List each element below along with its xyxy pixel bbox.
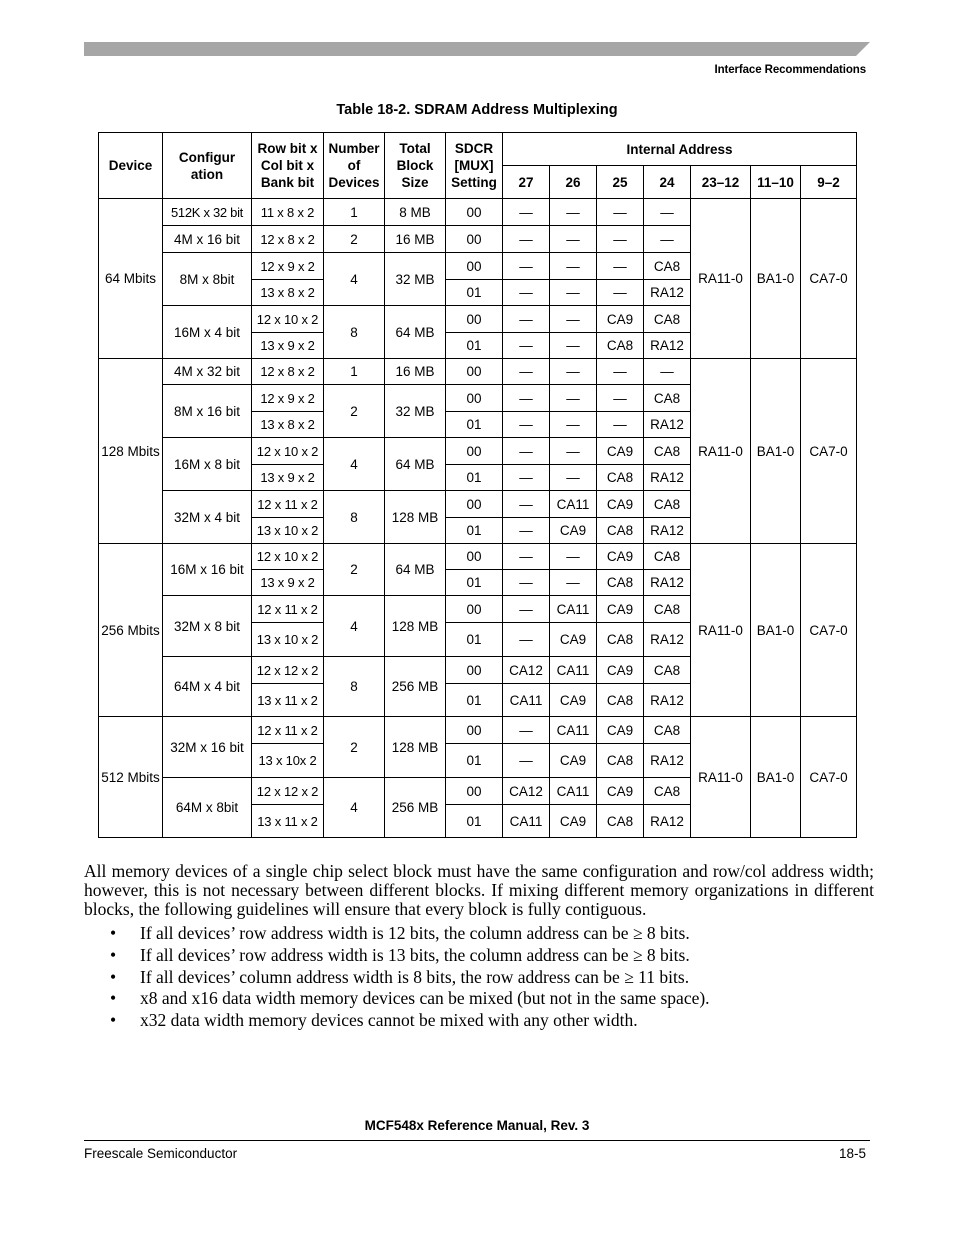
address-bit-cell: RA12 <box>644 333 691 359</box>
address-bit-cell: — <box>550 253 597 280</box>
bullet-marker: • <box>110 1010 117 1031</box>
guideline-text: x32 data width memory devices cannot be mixed with any other width. <box>140 1010 638 1031</box>
row-col-bank-cell: 13 x 9 x 2 <box>252 333 324 359</box>
guideline-text: If all devices’ column address width is 8 bits, the row address can be ≥ 11 bits. <box>140 966 690 987</box>
address-bit-cell: CA9 <box>550 518 597 544</box>
address-bit-cell: RA12 <box>644 465 691 491</box>
address-bit-cell: CA9 <box>597 596 644 623</box>
address-bit-cell: CA9 <box>597 717 644 744</box>
address-bit-cell: — <box>503 596 550 623</box>
address-bit-cell: RA12 <box>644 518 691 544</box>
address-bit-cell: — <box>550 359 597 385</box>
row-col-bank-cell: 13 x 11 x 2 <box>252 805 324 838</box>
guideline-item <box>110 1010 870 1032</box>
address-bit-cell: RA12 <box>644 570 691 596</box>
table-body <box>99 199 857 838</box>
row-col-bank-cell: 13 x 11 x 2 <box>252 684 324 717</box>
address-bit-cell: — <box>503 333 550 359</box>
address-bit-cell: — <box>550 280 597 306</box>
number-of-devices-cell: 4 <box>324 438 385 491</box>
configuration-cell: 4M x 16 bit <box>163 226 252 253</box>
mux-setting-cell: 01 <box>446 623 503 657</box>
row-col-bank-cell: 12 x 9 x 2 <box>252 253 324 280</box>
device-cell: 64 Mbits <box>99 199 163 359</box>
column-address-cell: CA7-0 <box>801 544 857 717</box>
configuration-cell: 64M x 8bit <box>163 778 252 838</box>
mux-setting-cell: 00 <box>446 306 503 333</box>
block-size-cell: 256 MB <box>385 657 446 717</box>
address-bit-cell: CA11 <box>503 684 550 717</box>
address-bit-cell: — <box>503 744 550 778</box>
address-bit-cell: CA9 <box>550 744 597 778</box>
page-number: 18-5 <box>838 1146 866 1161</box>
address-bit-cell: CA11 <box>503 805 550 838</box>
address-bit-cell: — <box>503 465 550 491</box>
header-addr-11-10: 11–10 <box>751 166 801 199</box>
row-col-bank-cell: 12 x 10 x 2 <box>252 544 324 570</box>
header-addr-27: 27 <box>503 166 550 199</box>
row-col-bank-cell: 12 x 12 x 2 <box>252 778 324 805</box>
address-bit-cell: RA12 <box>644 280 691 306</box>
address-bit-cell: CA11 <box>550 596 597 623</box>
configuration-cell: 16M x 16 bit <box>163 544 252 596</box>
bank-address-cell: BA1-0 <box>751 359 801 544</box>
mux-setting-cell: 01 <box>446 465 503 491</box>
mux-setting-cell: 01 <box>446 280 503 306</box>
number-of-devices-cell: 8 <box>324 306 385 359</box>
address-bit-cell: CA8 <box>644 657 691 684</box>
table-row <box>99 359 857 385</box>
column-address-cell: CA7-0 <box>801 199 857 359</box>
header-configuration: Configur ation <box>163 133 252 199</box>
address-bit-cell: — <box>550 570 597 596</box>
guideline-item <box>110 923 870 945</box>
mux-setting-cell: 00 <box>446 717 503 744</box>
configuration-cell: 16M x 4 bit <box>163 306 252 359</box>
row-col-bank-cell: 13 x 10x 2 <box>252 744 324 778</box>
header-number-of-devices: Number of Devices <box>324 133 385 199</box>
address-bit-cell: — <box>550 385 597 412</box>
address-bit-cell: — <box>503 280 550 306</box>
mux-setting-cell: 00 <box>446 226 503 253</box>
configuration-cell: 8M x 16 bit <box>163 385 252 438</box>
guideline-item <box>110 988 870 1010</box>
bullet-marker: • <box>110 966 117 987</box>
configuration-cell: 64M x 4 bit <box>163 657 252 717</box>
mux-setting-cell: 00 <box>446 544 503 570</box>
address-bit-cell: CA8 <box>644 717 691 744</box>
row-col-bank-cell: 13 x 9 x 2 <box>252 465 324 491</box>
header-device: Device <box>99 133 163 199</box>
address-bit-cell: — <box>597 253 644 280</box>
address-bit-cell: — <box>503 412 550 438</box>
address-bit-cell: CA8 <box>644 438 691 465</box>
row-address-cell: RA11-0 <box>691 359 751 544</box>
address-bit-cell: RA12 <box>644 623 691 657</box>
configuration-cell: 8M x 8bit <box>163 253 252 306</box>
address-bit-cell: CA8 <box>644 306 691 333</box>
mux-setting-cell: 01 <box>446 744 503 778</box>
block-size-cell: 32 MB <box>385 385 446 438</box>
block-size-cell: 64 MB <box>385 306 446 359</box>
company-name: Freescale Semiconductor <box>84 1146 238 1161</box>
address-bit-cell: — <box>550 465 597 491</box>
manual-title: MCF548x Reference Manual, Rev. 3 <box>364 1118 590 1133</box>
row-col-bank-cell: 12 x 11 x 2 <box>252 491 324 518</box>
address-bit-cell: CA9 <box>597 778 644 805</box>
block-size-cell: 256 MB <box>385 778 446 838</box>
address-bit-cell: CA9 <box>550 805 597 838</box>
address-bit-cell: — <box>550 544 597 570</box>
address-bit-cell: — <box>644 199 691 226</box>
address-bit-cell: — <box>550 438 597 465</box>
guideline-text: If all devices’ row address width is 13 bits, the column address can be ≥ 8 bits. <box>140 944 690 965</box>
table-row <box>99 717 857 744</box>
row-col-bank-cell: 12 x 9 x 2 <box>252 385 324 412</box>
header-decorative-bar <box>84 42 870 56</box>
configuration-cell: 32M x 16 bit <box>163 717 252 778</box>
sdram-address-table <box>98 132 857 838</box>
number-of-devices-cell: 2 <box>324 385 385 438</box>
address-bit-cell: RA12 <box>644 684 691 717</box>
block-size-cell: 16 MB <box>385 226 446 253</box>
row-col-bank-cell: 13 x 10 x 2 <box>252 518 324 544</box>
address-bit-cell: CA9 <box>550 684 597 717</box>
row-col-bank-cell: 12 x 12 x 2 <box>252 657 324 684</box>
number-of-devices-cell: 2 <box>324 544 385 596</box>
number-of-devices-cell: 1 <box>324 359 385 385</box>
address-bit-cell: CA11 <box>550 657 597 684</box>
row-address-cell: RA11-0 <box>691 544 751 717</box>
bank-address-cell: BA1-0 <box>751 717 801 838</box>
mux-setting-cell: 01 <box>446 518 503 544</box>
address-bit-cell: CA9 <box>597 491 644 518</box>
address-bit-cell: — <box>503 570 550 596</box>
address-bit-cell: CA8 <box>597 744 644 778</box>
bullet-marker: • <box>110 988 117 1009</box>
bullet-marker: • <box>110 944 117 965</box>
mux-setting-cell: 00 <box>446 438 503 465</box>
address-bit-cell: CA8 <box>597 465 644 491</box>
number-of-devices-cell: 8 <box>324 657 385 717</box>
number-of-devices-cell: 2 <box>324 226 385 253</box>
address-bit-cell: CA8 <box>644 491 691 518</box>
mux-setting-cell: 01 <box>446 570 503 596</box>
number-of-devices-cell: 2 <box>324 717 385 778</box>
address-bit-cell: — <box>550 226 597 253</box>
configuration-cell: 32M x 8 bit <box>163 596 252 657</box>
address-bit-cell: — <box>597 359 644 385</box>
address-bit-cell: CA9 <box>597 438 644 465</box>
row-address-cell: RA11-0 <box>691 199 751 359</box>
mux-setting-cell: 00 <box>446 199 503 226</box>
address-bit-cell: — <box>550 333 597 359</box>
mux-setting-cell: 01 <box>446 684 503 717</box>
address-bit-cell: CA11 <box>550 717 597 744</box>
address-bit-cell: CA8 <box>644 385 691 412</box>
address-bit-cell: — <box>503 491 550 518</box>
header-addr-24: 24 <box>644 166 691 199</box>
row-address-cell: RA11-0 <box>691 717 751 838</box>
device-cell: 256 Mbits <box>99 544 163 717</box>
address-bit-cell: CA8 <box>644 544 691 570</box>
column-address-cell: CA7-0 <box>801 717 857 838</box>
block-size-cell: 16 MB <box>385 359 446 385</box>
mux-setting-cell: 00 <box>446 385 503 412</box>
header-row-col-bank: Row bit x Col bit x Bank bit <box>252 133 324 199</box>
body-paragraph: All memory devices of a single chip select block must have the same configuration and row/col address width; however, this is not necessary between different blocks. If mixing different memory organizations in different blocks, the following guidelines will ensure that every block is fully contiguous. <box>84 861 874 919</box>
address-bit-cell: — <box>503 306 550 333</box>
row-col-bank-cell: 12 x 10 x 2 <box>252 306 324 333</box>
number-of-devices-cell: 1 <box>324 199 385 226</box>
guideline-list <box>110 923 870 1032</box>
address-bit-cell: CA8 <box>644 778 691 805</box>
address-bit-cell: CA12 <box>503 778 550 805</box>
address-bit-cell: — <box>503 623 550 657</box>
row-col-bank-cell: 13 x 9 x 2 <box>252 570 324 596</box>
address-bit-cell: CA8 <box>597 684 644 717</box>
address-bit-cell: CA8 <box>597 518 644 544</box>
address-bit-cell: RA12 <box>644 744 691 778</box>
number-of-devices-cell: 4 <box>324 253 385 306</box>
mux-setting-cell: 00 <box>446 657 503 684</box>
row-col-bank-cell: 12 x 11 x 2 <box>252 596 324 623</box>
address-bit-cell: — <box>644 359 691 385</box>
guideline-text: If all devices’ row address width is 12 bits, the column address can be ≥ 8 bits. <box>140 923 690 943</box>
block-size-cell: 8 MB <box>385 199 446 226</box>
mux-setting-cell: 00 <box>446 491 503 518</box>
address-bit-cell: CA9 <box>597 306 644 333</box>
address-bit-cell: CA8 <box>644 596 691 623</box>
device-cell: 512 Mbits <box>99 717 163 838</box>
column-address-cell: CA7-0 <box>801 359 857 544</box>
table-header <box>99 133 857 199</box>
header-addr-23-12: 23–12 <box>691 166 751 199</box>
row-col-bank-cell: 12 x 11 x 2 <box>252 717 324 744</box>
header-sdcr-mux: SDCR [MUX] Setting <box>446 133 503 199</box>
address-bit-cell: — <box>644 226 691 253</box>
device-cell: 128 Mbits <box>99 359 163 544</box>
address-bit-cell: — <box>503 226 550 253</box>
row-col-bank-cell: 13 x 8 x 2 <box>252 412 324 438</box>
row-col-bank-cell: 12 x 8 x 2 <box>252 226 324 253</box>
number-of-devices-cell: 8 <box>324 491 385 544</box>
guideline-item <box>110 967 870 989</box>
address-bit-cell: CA9 <box>550 623 597 657</box>
address-bit-cell: — <box>503 359 550 385</box>
address-bit-cell: — <box>503 438 550 465</box>
header-bar-shape <box>84 42 870 56</box>
configuration-cell: 16M x 8 bit <box>163 438 252 491</box>
address-bit-cell: — <box>597 226 644 253</box>
block-size-cell: 64 MB <box>385 438 446 491</box>
address-bit-cell: CA9 <box>597 657 644 684</box>
row-col-bank-cell: 12 x 10 x 2 <box>252 438 324 465</box>
address-bit-cell: — <box>550 199 597 226</box>
number-of-devices-cell: 4 <box>324 778 385 838</box>
address-bit-cell: CA8 <box>644 253 691 280</box>
address-bit-cell: — <box>597 199 644 226</box>
address-bit-cell: CA8 <box>597 333 644 359</box>
address-bit-cell: CA8 <box>597 570 644 596</box>
address-bit-cell: — <box>503 717 550 744</box>
address-bit-cell: — <box>550 412 597 438</box>
block-size-cell: 32 MB <box>385 253 446 306</box>
address-bit-cell: — <box>550 306 597 333</box>
mux-setting-cell: 00 <box>446 359 503 385</box>
address-bit-cell: CA12 <box>503 657 550 684</box>
address-bit-cell: CA11 <box>550 491 597 518</box>
row-col-bank-cell: 13 x 10 x 2 <box>252 623 324 657</box>
address-bit-cell: CA8 <box>597 623 644 657</box>
address-bit-cell: — <box>597 385 644 412</box>
guideline-text: x8 and x16 data width memory devices can be mixed (but not in the same space). <box>140 988 710 1009</box>
configuration-cell: 4M x 32 bit <box>163 359 252 385</box>
number-of-devices-cell: 4 <box>324 596 385 657</box>
address-bit-cell: RA12 <box>644 805 691 838</box>
header-addr-9-2: 9–2 <box>801 166 857 199</box>
guideline-item <box>110 945 870 967</box>
mux-setting-cell: 01 <box>446 412 503 438</box>
block-size-cell: 128 MB <box>385 491 446 544</box>
address-bit-cell: — <box>597 412 644 438</box>
address-bit-cell: — <box>503 199 550 226</box>
mux-setting-cell: 01 <box>446 805 503 838</box>
row-col-bank-cell: 12 x 8 x 2 <box>252 359 324 385</box>
table-row <box>99 199 857 226</box>
configuration-cell: 512K x 32 bit <box>163 199 252 226</box>
section-title: Interface Recommendations <box>714 64 866 76</box>
mux-setting-cell: 00 <box>446 253 503 280</box>
address-bit-cell: CA8 <box>597 805 644 838</box>
block-size-cell: 128 MB <box>385 596 446 657</box>
address-bit-cell: — <box>503 518 550 544</box>
header-internal-address: Internal Address <box>503 133 857 166</box>
block-size-cell: 64 MB <box>385 544 446 596</box>
header-total-block-size: Total Block Size <box>385 133 446 199</box>
row-col-bank-cell: 11 x 8 x 2 <box>252 199 324 226</box>
mux-setting-cell: 00 <box>446 778 503 805</box>
table-caption: Table 18-2. SDRAM Address Multiplexing <box>336 102 618 118</box>
mux-setting-cell: 00 <box>446 596 503 623</box>
configuration-cell: 32M x 4 bit <box>163 491 252 544</box>
address-bit-cell: CA9 <box>597 544 644 570</box>
address-bit-cell: — <box>503 544 550 570</box>
mux-setting-cell: 01 <box>446 333 503 359</box>
address-bit-cell: — <box>503 385 550 412</box>
footer-divider <box>84 1140 870 1141</box>
header-addr-25: 25 <box>597 166 644 199</box>
address-bit-cell: RA12 <box>644 412 691 438</box>
address-bit-cell: — <box>503 253 550 280</box>
table-row <box>99 544 857 570</box>
bank-address-cell: BA1-0 <box>751 199 801 359</box>
row-col-bank-cell: 13 x 8 x 2 <box>252 280 324 306</box>
block-size-cell: 128 MB <box>385 717 446 778</box>
address-bit-cell: — <box>597 280 644 306</box>
bank-address-cell: BA1-0 <box>751 544 801 717</box>
address-bit-cell: CA11 <box>550 778 597 805</box>
bullet-marker: • <box>110 923 117 943</box>
header-addr-26: 26 <box>550 166 597 199</box>
